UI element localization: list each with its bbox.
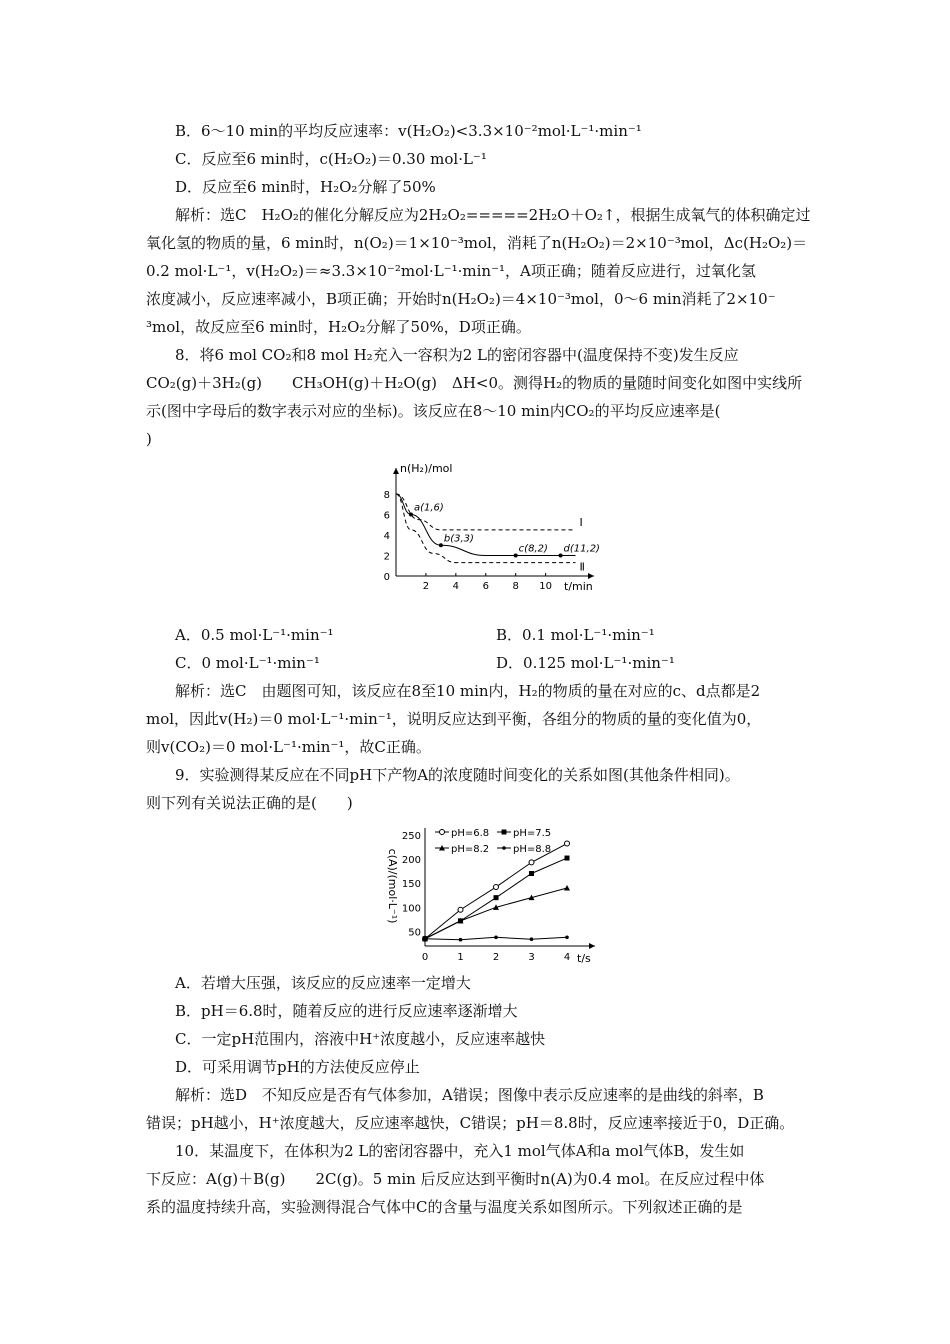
chart2-y-tick-label: 150 — [401, 879, 421, 891]
q7-option-c: C．反应至6 min时，c(H₂O₂)＝0.30 mol·L⁻¹ — [175, 150, 487, 168]
chart1-point-label: b(3,3) — [443, 533, 474, 545]
chart2-data-point — [565, 841, 570, 846]
chart1-x-tick-label: 4 — [452, 581, 460, 592]
chart2-ylabel: c(A)/(mol·L⁻¹) — [386, 848, 399, 924]
q10-stem-line: 下反应：A(g)＋B(g) 2C(g)。5 min 后反应达到平衡时n(A)为0.4 mol。在反应过程中体 — [146, 1170, 765, 1188]
q8-stem-line: 示(图中字母后的数字表示对应的坐标)。该反应在8～10 min内CO₂的平均反应速率是( — [146, 402, 721, 420]
chart1-x-tick-label: 10 — [539, 581, 552, 592]
chart2-xlabel: t/s — [577, 952, 591, 965]
chart1-y-tick-label: 8 — [383, 490, 390, 501]
chart2-data-point — [564, 885, 570, 891]
chart1-y-tick-label: 6 — [383, 510, 390, 522]
chart1-x-tick-label: 8 — [512, 581, 519, 592]
chart2-y-tick-label: 250 — [401, 830, 421, 842]
chart1-point-label: c(8,2) — [518, 543, 548, 555]
chart2-data-point — [565, 936, 569, 940]
q8-solution-line: 则v(CO₂)＝0 mol·L⁻¹·min⁻¹，故C正确。 — [146, 738, 431, 756]
chart2-y-tick-label: 200 — [401, 855, 421, 866]
concentration-chart — [375, 818, 615, 968]
chart2-x-tick-label: 4 — [563, 952, 571, 963]
chart2-legend-label: pH=8.8 — [513, 844, 552, 855]
q7-option-d: D．反应至6 min时，H₂O₂分解了50% — [175, 178, 436, 196]
q9-option-d: D．可采用调节pH的方法使反应停止 — [175, 1058, 420, 1076]
q9-solution-line: 错误；pH越小，H⁺浓度越大，反应速率越快，C错误；pH＝8.8时，反应速率接近于0，D正确。 — [146, 1114, 795, 1132]
q9-stem-line: 则下列有关说法正确的是( ) — [146, 794, 353, 812]
q8-option-b: B．0.1 mol·L⁻¹·min⁻¹ — [496, 626, 655, 644]
chart2-legend-label: pH=7.5 — [513, 828, 552, 839]
q8-option-c: C．0 mol·L⁻¹·min⁻¹ — [175, 654, 320, 672]
chart2-data-point — [494, 936, 498, 940]
chart2-data-point — [494, 895, 499, 900]
chart2-legend-label: pH=6.8 — [451, 828, 490, 839]
q9-option-a: A．若增大压强，该反应的反应速率一定增大 — [175, 974, 471, 992]
chart2-x-tick-label: 2 — [492, 952, 500, 963]
chart2-x-tick-label: 1 — [457, 952, 464, 963]
chart2-legend-marker — [502, 830, 507, 835]
chart1-x-tick-label: 6 — [482, 581, 489, 592]
chart2-y-tick-label: 100 — [401, 903, 421, 915]
q7-option-b: B．6～10 min的平均反应速率：v(H₂O₂)<3.3×10⁻²mol·L⁻¹·min⁻¹ — [175, 122, 642, 140]
chart2-legend-marker — [440, 830, 445, 835]
h2-amount-chart — [358, 456, 608, 596]
q7-solution-line: 氧化氢的物质的量，6 min时，n(O₂)＝1×10⁻³mol，消耗了n(H₂O₂)＝2×10⁻³mol，Δc(H₂O₂)＝ — [146, 234, 808, 252]
q10-stem-line: 10．某温度下，在体积为2 L的密闭容器中，充入1 mol气体A和a mol气体B，发生如 — [175, 1142, 745, 1160]
q8-stem-line: 8．将6 mol CO₂和8 mol H₂充入一容积为2 L的密闭容器中(温度保持不变)发生反应 — [175, 346, 739, 364]
q8-stem-line: ) — [146, 430, 152, 448]
chart1-curve-label: Ⅱ — [579, 560, 585, 574]
q7-solution-line: 浓度减小，反应速率减小，B项正确；开始时n(H₂O₂)＝4×10⁻³mol，0～6 min消耗了2×10⁻ — [146, 290, 776, 308]
chart1-point — [559, 554, 563, 558]
chart1-y-tick-label: 4 — [383, 531, 390, 542]
chart1-point-label: a(1,6) — [413, 502, 444, 514]
chart2-legend-label: pH=8.2 — [451, 844, 490, 855]
q9-option-c: C．一定pH范围内，溶液中H⁺浓度越小，反应速率越快 — [175, 1030, 546, 1048]
chart2-series-line — [425, 844, 567, 939]
chart1-curve-label: Ⅰ — [579, 515, 583, 529]
chart2-data-point — [494, 885, 499, 890]
chart1-ylabel: n(H₂)/mol — [400, 462, 453, 475]
chart1-point — [409, 513, 413, 517]
q8-option-a: A．0.5 mol·L⁻¹·min⁻¹ — [175, 626, 334, 644]
chart2-data-point — [530, 937, 534, 941]
q9-option-b: B．pH＝6.8时，随着反应的进行反应速率逐渐增大 — [175, 1002, 518, 1020]
q7-solution-line: 解析：选C H₂O₂的催化分解反应为2H₂O₂=====2H₂O＋O₂↑，根据生成氧气的体积确定过 — [175, 206, 811, 224]
chart2-x-tick-label: 0 — [421, 952, 429, 963]
chart2-data-point — [529, 871, 534, 876]
chart1-point — [514, 554, 518, 558]
q7-solution-line: 0.2 mol·L⁻¹，v(H₂O₂)＝≈3.3×10⁻²mol·L⁻¹·min⁻¹，A项正确；随着反应进行，过氧化氢 — [146, 262, 756, 280]
q9-solution-line: 解析：选D 不知反应是否有气体参加，A错误；图像中表示反应速率的是曲线的斜率，B — [175, 1086, 764, 1104]
chart2-data-point — [459, 938, 463, 942]
chart2-data-point — [423, 937, 427, 941]
chart1-y-tick-label: 2 — [383, 551, 390, 563]
chart1-point — [439, 543, 443, 547]
chart1-x-tick-label: 2 — [422, 581, 430, 592]
chart2-data-point — [565, 856, 570, 861]
q8-stem-line: CO₂(g)＋3H₂(g) CH₃OH(g)＋H₂O(g) ΔH<0。测得H₂的物质的量随时间变化如图中实线所 — [146, 374, 803, 392]
q8-solution-line: mol，因此v(H₂)＝0 mol·L⁻¹·min⁻¹，说明反应达到平衡，各组分的物质的量的变化值为0， — [146, 710, 762, 728]
q7-solution-line: ³mol，故反应至6 min时，H₂O₂分解了50%，D项正确。 — [146, 318, 531, 336]
chart1-xlabel: t/min — [564, 580, 593, 593]
chart2-y-tick-label: 50 — [408, 927, 421, 939]
q8-solution-line: 解析：选C 由题图可知，该反应在8至10 min内，H₂的物质的量在对应的c、d点都是2 — [175, 682, 761, 700]
chart2-x-tick-label: 3 — [528, 952, 535, 963]
chart1-y-tick-label: 0 — [383, 572, 390, 583]
q10-stem-line: 系的温度持续升高，实验测得混合气体中C的含量与温度关系如图所示。下列叙述正确的是 — [146, 1198, 743, 1216]
chart2-data-point — [458, 907, 463, 912]
chart1-point-label: d(11,2) — [563, 543, 600, 555]
chart2-data-point — [529, 860, 534, 865]
q8-option-d: D．0.125 mol·L⁻¹·min⁻¹ — [496, 654, 675, 672]
chart2-legend-marker — [502, 846, 506, 850]
q9-stem-line: 9．实验测得某反应在不同pH下产物A的浓度随时间变化的关系如图(其他条件相同)。 — [175, 766, 740, 784]
